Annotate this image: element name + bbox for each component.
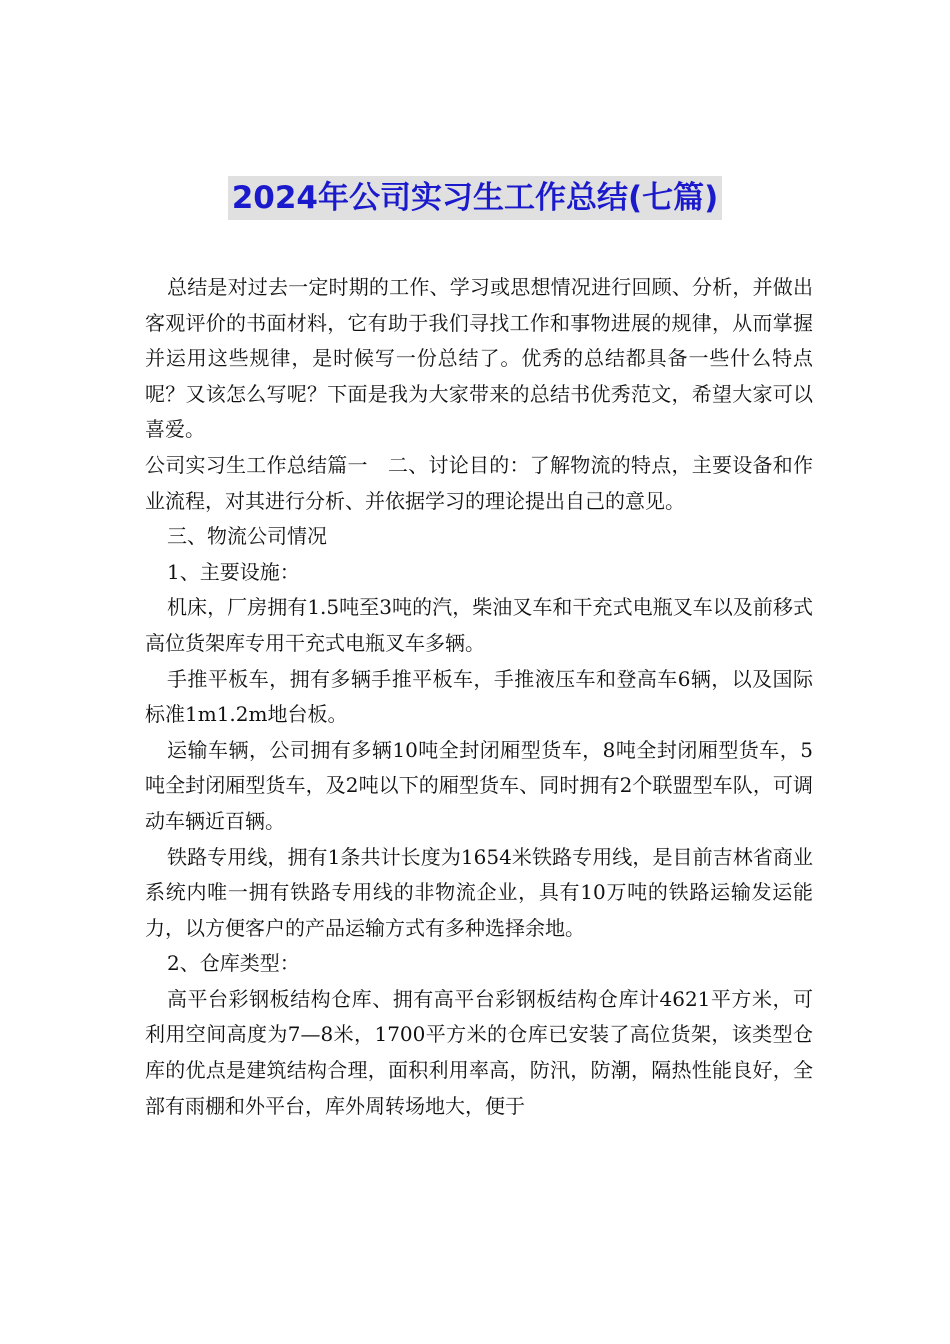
paragraph-heading-company: 三、物流公司情况 <box>167 524 327 549</box>
paragraph-heading-facilities: 1、主要设施： <box>167 559 300 584</box>
paragraph-vehicles: 运输车辆，公司拥有多辆10吨全封闭厢型货车，8吨全封闭厢型货车，5吨全封闭厢型货车，及2吨以下的厢型货车、同时拥有2个联盟型车队，可调动车辆近百辆。 <box>145 737 813 833</box>
document-title: 2024年公司实习生工作总结(七篇) <box>228 176 723 220</box>
paragraph-railway: 铁路专用线，拥有1条共计长度为1654米铁路专用线，是目前吉林省商业系统内唯一拥有铁路专用线的非物流企业，具有10万吨的铁路运输发运能力，以方便客户的产品运输方式有多种选择余地。 <box>145 844 813 940</box>
paragraph-handcart: 手推平板车，拥有多辆手推平板车，手推液压车和登高车6辆，以及国际标准1m1.2m地台板。 <box>145 666 813 727</box>
title-container <box>0 176 950 220</box>
paragraph-heading-warehouse: 2、仓库类型： <box>167 951 300 976</box>
paragraph-intro: 总结是对过去一定时期的工作、学习或思想情况进行回顾、分析，并做出客观评价的书面材料，它有助于我们寻找工作和事物进展的规律，从而掌握并运用这些规律，是时候写一份总结了。优秀的总结都具备一些什么特点呢？又该怎么写呢？下面是我为大家带来的总结书优秀范文，希望大家可以喜爱。 <box>145 275 813 442</box>
paragraph-section-one: 公司实习生工作总结篇一 二、讨论目的：了解物流的特点，主要设备和作业流程，对其进行分析、并依据学习的理论提出自己的意见。 <box>145 452 813 513</box>
document-body <box>145 270 813 1124</box>
paragraph-machinery: 机床，厂房拥有1.5吨至3吨的汽，柴油叉车和干充式电瓶叉车以及前移式高位货架库专用干充式电瓶叉车多辆。 <box>145 595 813 655</box>
paragraph-warehouse-detail: 高平台彩钢板结构仓库、拥有高平台彩钢板结构仓库计4621平方米，可利用空间高度为7—8米，1700平方米的仓库已安装了高位货架，该类型仓库的优点是建筑结构合理，面积利用率高，防汛，防潮，隔热性能良好，全部有雨棚和外平台，库外周转场地大，便于 <box>145 986 813 1118</box>
